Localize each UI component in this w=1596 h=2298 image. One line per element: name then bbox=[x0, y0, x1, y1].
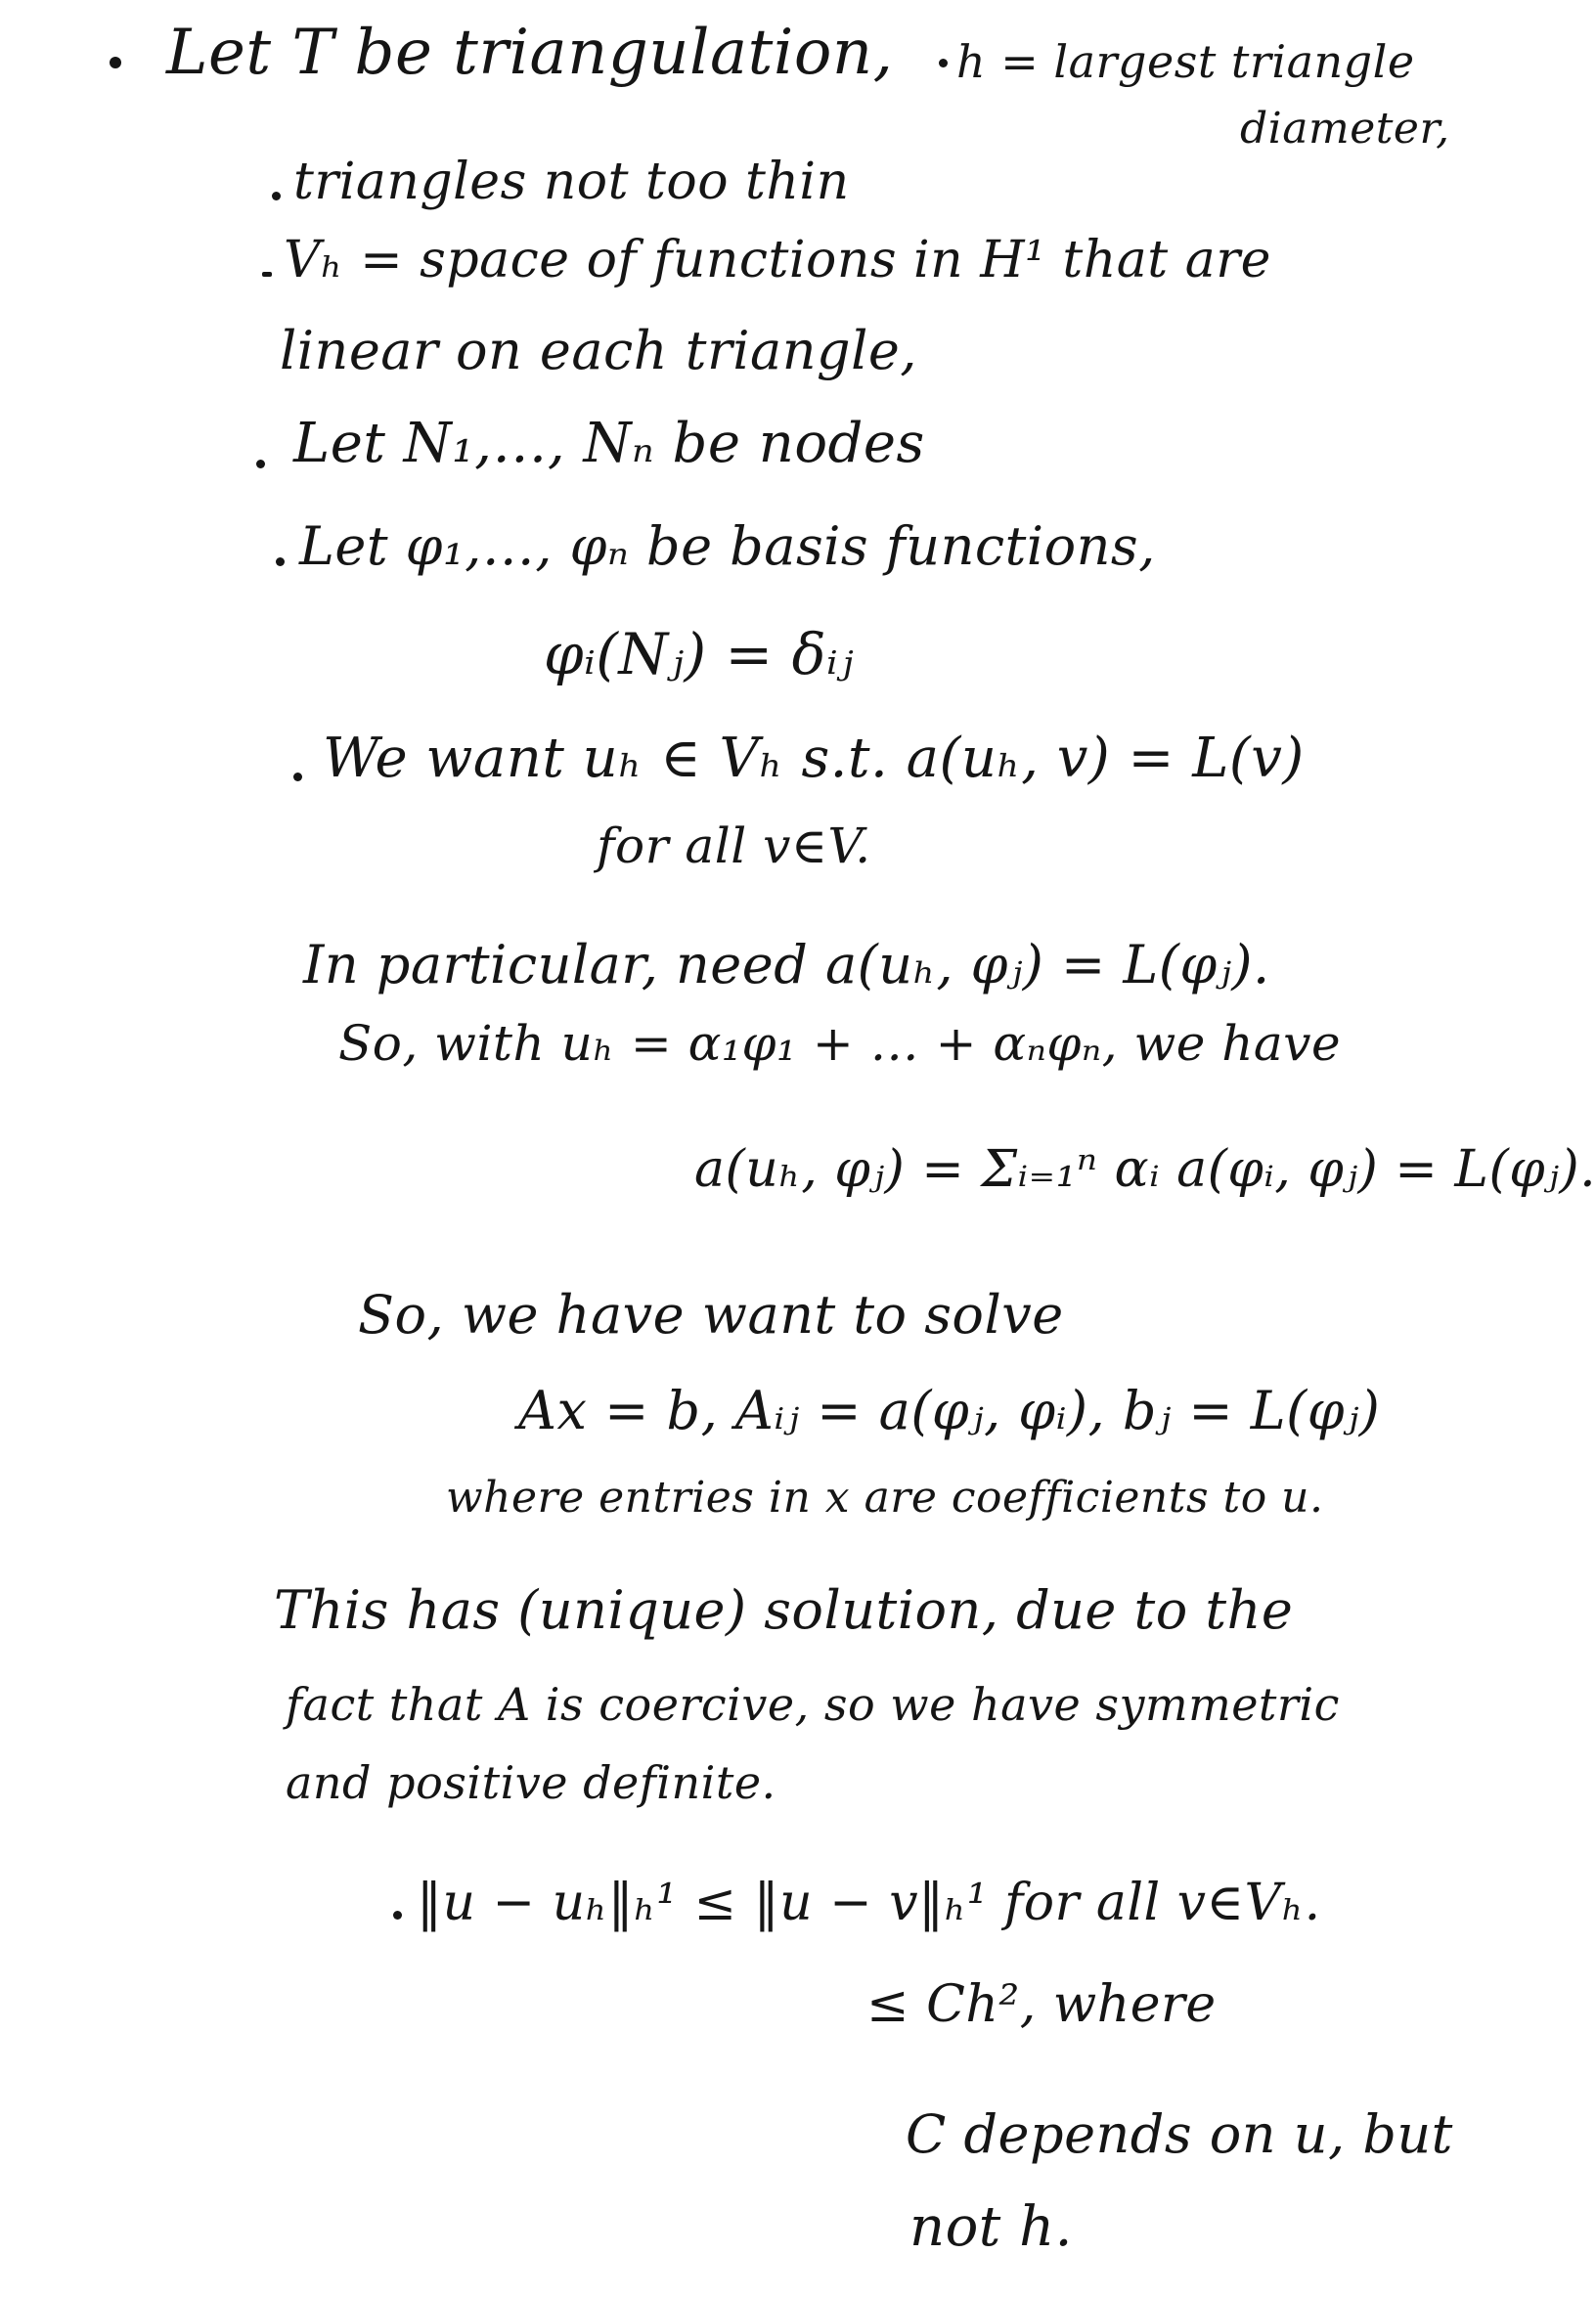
note-line-positive-definite: and positive definite. bbox=[286, 1756, 776, 1809]
note-line-h-definition: h = largest triangle bbox=[956, 35, 1415, 88]
note-line-diameter: diameter, bbox=[1240, 104, 1450, 154]
note-line-expansion: So, with uₕ = α₁φ₁ + … + αₙφₙ, we have bbox=[338, 1015, 1342, 1072]
bullet-marker bbox=[262, 272, 272, 277]
note-line-entries-in-x: where entries in x are coefficients to u. bbox=[446, 1473, 1324, 1523]
bullet-marker bbox=[256, 460, 265, 468]
note-line-triangulation: Let T be triangulation, bbox=[166, 17, 894, 89]
note-line-in-particular: In particular, need a(uₕ, φⱼ) = L(φⱼ). bbox=[303, 934, 1270, 995]
note-line-kronecker-delta: φᵢ(Nⱼ) = δᵢⱼ bbox=[544, 621, 854, 687]
note-line-c-depends: C depends on u, but bbox=[906, 2103, 1453, 2165]
note-line-error-estimate: ‖u − uₕ‖ₕ¹ ≤ ‖u − v‖ₕ¹ for all v∈Vₕ. bbox=[417, 1874, 1321, 1932]
note-line-vh-space: Vₕ = space of functions in H¹ that are bbox=[284, 231, 1271, 289]
bullet-marker bbox=[293, 773, 302, 781]
bullet-marker bbox=[110, 57, 121, 68]
note-line-nodes: Let N₁,…, Nₙ be nodes bbox=[293, 412, 925, 475]
bullet-marker bbox=[393, 1911, 402, 1920]
note-line-triangles-not-thin: triangles not too thin bbox=[293, 153, 850, 211]
note-line-sum-equation: a(uₕ, φⱼ) = Σᵢ₌₁ⁿ αᵢ a(φᵢ, φⱼ) = L(φⱼ). bbox=[694, 1140, 1596, 1199]
bullet-marker bbox=[272, 192, 281, 200]
note-line-for-all-v: for all v∈V. bbox=[597, 818, 871, 874]
note-line-unique-solution: This has (unique) solution, due to the bbox=[274, 1579, 1294, 1641]
note-line-weak-form: We want uₕ ∈ Vₕ s.t. a(uₕ, v) = L(v) bbox=[323, 727, 1305, 790]
note-line-basis-functions: Let φ₁,…, φₙ be basis functions, bbox=[299, 515, 1156, 577]
bullet-marker bbox=[939, 59, 948, 67]
note-line-ch-squared: ≤ Ch², where bbox=[866, 1975, 1217, 2034]
note-line-linear-system: Ax = b, Aᵢⱼ = a(φⱼ, φᵢ), bⱼ = L(φⱼ) bbox=[518, 1380, 1381, 1441]
note-line-want-to-solve: So, we have want to solve bbox=[358, 1284, 1064, 1346]
bullet-marker bbox=[276, 557, 285, 566]
note-line-linear-on-triangle: linear on each triangle, bbox=[280, 320, 917, 381]
note-line-not-h: not h. bbox=[909, 2195, 1073, 2259]
note-line-coercive: fact that A is coercive, so we have symmetric bbox=[286, 1678, 1340, 1731]
